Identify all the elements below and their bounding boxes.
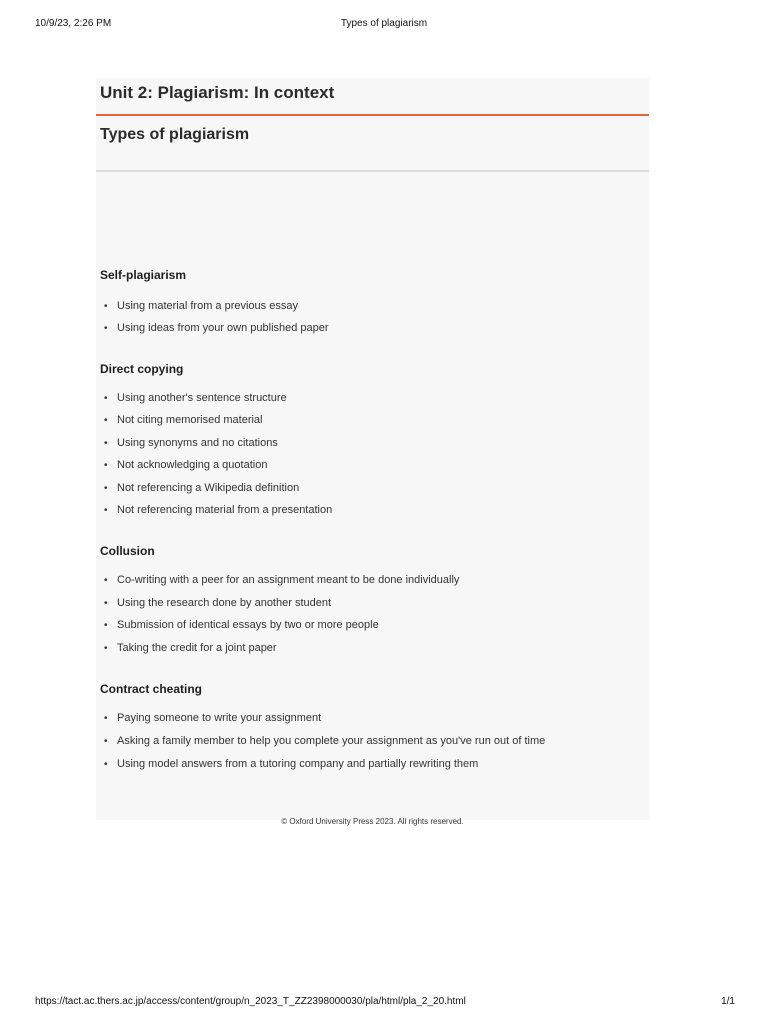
bullet-icon: • [104,483,108,494]
list-item: • Not acknowledging a quotation [104,459,268,471]
bullet-icon: • [104,643,108,654]
list-item: • Using another's sentence structure [104,392,287,404]
bullet-icon: • [104,438,108,449]
bullet-icon: • [104,759,108,770]
section-direct-copying [100,361,645,516]
section-heading: Direct copying [100,362,184,376]
header-divider [96,170,649,172]
list-item: • Using the research done by another student [104,597,332,609]
unit-title: Unit 2: Plagiarism: In context [100,83,335,102]
list-item: • Not referencing a Wikipedia definition [104,482,300,494]
bullet-icon: • [104,323,108,334]
section-collusion [100,543,645,654]
bullet-icon: • [104,620,108,631]
section-self-plagiarism [100,267,645,334]
bullet-icon: • [104,736,108,747]
print-page-count: 1/1 [721,996,735,1007]
list-item: • Taking the credit for a joint paper [104,642,277,654]
content-panel [96,78,649,826]
bullet-icon: • [104,713,108,724]
print-page-title: Types of plagiarism [340,18,428,29]
list-item: • Paying someone to write your assignment [104,712,322,724]
bullet-icon: • [104,575,108,586]
bullet-icon: • [104,393,108,404]
bullet-icon: • [104,598,108,609]
list-item: • Not citing memorised material [104,414,263,426]
section-heading: Self-plagiarism [100,268,187,282]
list-item: • Co-writing with a peer for an assignment meant to be done individually [104,574,460,586]
bullet-icon: • [104,415,108,426]
list-item: • Asking a family member to help you complete your assignment as you've run out of time [104,735,546,747]
print-datetime: 10/9/23, 2:26 PM [35,18,112,29]
list-item: • Submission of identical essays by two or more people [104,619,379,631]
section-heading: Collusion [100,544,155,558]
copyright-notice: © Oxford University Press 2023. All rights reserved. [281,817,464,826]
bullet-icon: • [104,460,108,471]
list-item: • Using model answers from a tutoring company and partially rewriting them [104,758,479,770]
list-item: • Using synonyms and no citations [104,437,278,449]
page-title: Types of plagiarism [100,126,250,143]
list-item: • Using material from a previous essay [104,300,298,312]
accent-divider [96,114,649,116]
print-url: https://tact.ac.thers.ac.jp/access/content/group/n_2023_T_ZZ2398000030/pla/html/pla_2_20.html [35,996,466,1007]
list-item: • Using ideas from your own published paper [104,322,329,334]
section-heading: Contract cheating [100,682,203,696]
section-contract-cheating [100,681,645,770]
bullet-icon: • [104,505,108,516]
list-item: • Not referencing material from a presentation [104,504,333,516]
bullet-icon: • [104,301,108,312]
